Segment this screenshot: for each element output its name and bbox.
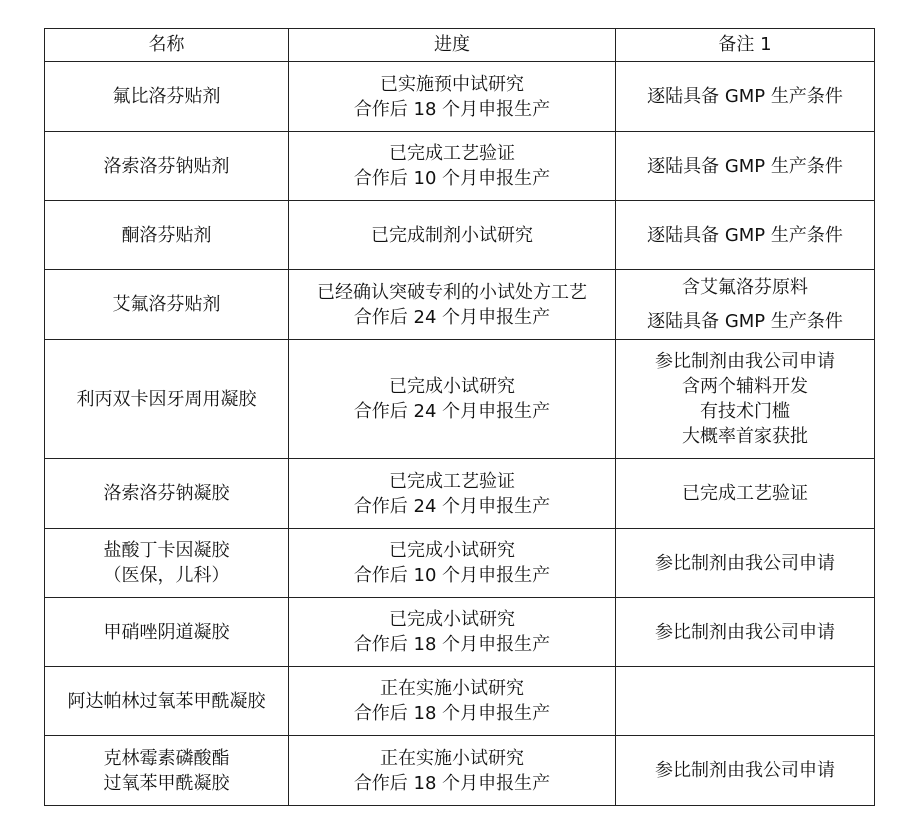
name-cell bbox=[45, 201, 289, 270]
name-line: 盐酸丁卡因凝胶 bbox=[103, 540, 230, 561]
remarks-cell bbox=[616, 667, 875, 736]
progress-line: 合作后 18 个月申报生产 bbox=[353, 634, 551, 655]
progress-line: 已完成工艺验证 bbox=[389, 143, 515, 164]
remarks-cell bbox=[616, 459, 875, 529]
table-row bbox=[45, 598, 875, 667]
remarks-cell bbox=[616, 132, 875, 201]
remarks-line: 含艾氟洛芬原料 bbox=[682, 277, 808, 298]
progress-line: 已经确认突破专利的小试处方工艺 bbox=[317, 281, 587, 303]
progress-cell bbox=[289, 132, 616, 201]
remarks-line: 逐陆具备 GMP 生产条件 bbox=[647, 224, 843, 246]
name-line: （医保，儿科） bbox=[103, 565, 230, 586]
remarks-line: 含两个辅料开发 bbox=[682, 376, 808, 397]
progress-line: 合作后 18 个月申报生产 bbox=[353, 98, 551, 120]
table-row bbox=[45, 340, 875, 459]
table-row bbox=[45, 132, 875, 201]
table-row bbox=[45, 270, 875, 340]
remarks-cell bbox=[616, 270, 875, 340]
progress-table bbox=[44, 28, 875, 806]
remarks-line: 逐陆具备 GMP 生产条件 bbox=[647, 155, 843, 177]
progress-cell bbox=[289, 340, 616, 459]
progress-line: 已完成小试研究 bbox=[389, 609, 515, 630]
name-cell bbox=[45, 736, 289, 806]
progress-cell bbox=[289, 62, 616, 132]
remarks-line: 参比制剂由我公司申请 bbox=[655, 351, 835, 372]
progress-line: 已完成小试研究 bbox=[389, 540, 515, 561]
header-remarks: 备注 1 bbox=[616, 29, 875, 62]
table-row bbox=[45, 529, 875, 598]
progress-line: 正在实施小试研究 bbox=[380, 747, 524, 769]
progress-line: 合作后 10 个月申报生产 bbox=[353, 565, 551, 586]
progress-line: 合作后 24 个月申报生产 bbox=[353, 495, 551, 517]
name-cell bbox=[45, 529, 289, 598]
remarks-line: 参比制剂由我公司申请 bbox=[655, 760, 835, 781]
name-cell bbox=[45, 667, 289, 736]
remarks-cell bbox=[616, 62, 875, 132]
progress-cell bbox=[289, 598, 616, 667]
name-line: 艾氟洛芬贴剂 bbox=[112, 294, 221, 315]
progress-cell bbox=[289, 667, 616, 736]
table-row bbox=[45, 667, 875, 736]
remarks-cell bbox=[616, 598, 875, 667]
name-line: 阿达帕林过氧苯甲酰凝胶 bbox=[67, 690, 266, 712]
name-cell bbox=[45, 62, 289, 132]
header-progress: 进度 bbox=[289, 29, 616, 62]
remarks-cell bbox=[616, 529, 875, 598]
name-cell bbox=[45, 459, 289, 529]
remarks-line: 已完成工艺验证 bbox=[682, 483, 808, 504]
progress-cell bbox=[289, 270, 616, 340]
progress-cell bbox=[289, 736, 616, 806]
progress-line: 合作后 18 个月申报生产 bbox=[353, 703, 551, 724]
name-cell bbox=[45, 598, 289, 667]
table-row bbox=[45, 201, 875, 270]
name-cell bbox=[45, 270, 289, 340]
name-cell bbox=[45, 132, 289, 201]
remarks-line: 参比制剂由我公司申请 bbox=[655, 552, 835, 574]
remarks-cell bbox=[616, 736, 875, 806]
progress-line: 已实施预中试研究 bbox=[380, 73, 524, 95]
table-row bbox=[45, 62, 875, 132]
name-line: 氟比洛芬贴剂 bbox=[112, 86, 221, 107]
name-line: 洛索洛芬钠贴剂 bbox=[103, 155, 230, 177]
table-header-row bbox=[45, 29, 875, 62]
table-row bbox=[45, 736, 875, 806]
progress-line: 已完成小试研究 bbox=[389, 376, 515, 397]
progress-line: 已完成制剂小试研究 bbox=[371, 224, 533, 246]
table-row bbox=[45, 459, 875, 529]
remarks-cell bbox=[616, 201, 875, 270]
remarks-line: 有技术门槛 bbox=[700, 401, 790, 422]
remarks-line: 大概率首家获批 bbox=[682, 426, 808, 447]
header-name: 名称 bbox=[45, 29, 289, 62]
progress-line: 正在实施小试研究 bbox=[380, 678, 524, 699]
progress-line: 合作后 10 个月申报生产 bbox=[353, 168, 551, 189]
progress-line: 合作后 24 个月申报生产 bbox=[353, 401, 551, 422]
progress-cell bbox=[289, 201, 616, 270]
progress-line: 合作后 18 个月申报生产 bbox=[353, 772, 551, 794]
name-line: 洛索洛芬钠凝胶 bbox=[103, 483, 230, 504]
name-line: 过氧苯甲酰凝胶 bbox=[103, 772, 230, 794]
remarks-line: 逐陆具备 GMP 生产条件 bbox=[647, 86, 843, 107]
remarks-line: 参比制剂由我公司申请 bbox=[655, 621, 835, 643]
progress-line: 已完成工艺验证 bbox=[389, 470, 515, 492]
remarks-cell bbox=[616, 340, 875, 459]
name-line: 克林霉素磷酸酯 bbox=[103, 747, 230, 769]
remarks-line: 逐陆具备 GMP 生产条件 bbox=[647, 311, 843, 332]
name-line: 酮洛芬贴剂 bbox=[121, 224, 212, 246]
progress-line: 合作后 24 个月申报生产 bbox=[353, 306, 551, 328]
progress-cell bbox=[289, 529, 616, 598]
name-line: 利丙双卡因牙周用凝胶 bbox=[76, 388, 257, 410]
name-cell bbox=[45, 340, 289, 459]
progress-cell bbox=[289, 459, 616, 529]
name-line: 甲硝唑阴道凝胶 bbox=[103, 621, 230, 643]
